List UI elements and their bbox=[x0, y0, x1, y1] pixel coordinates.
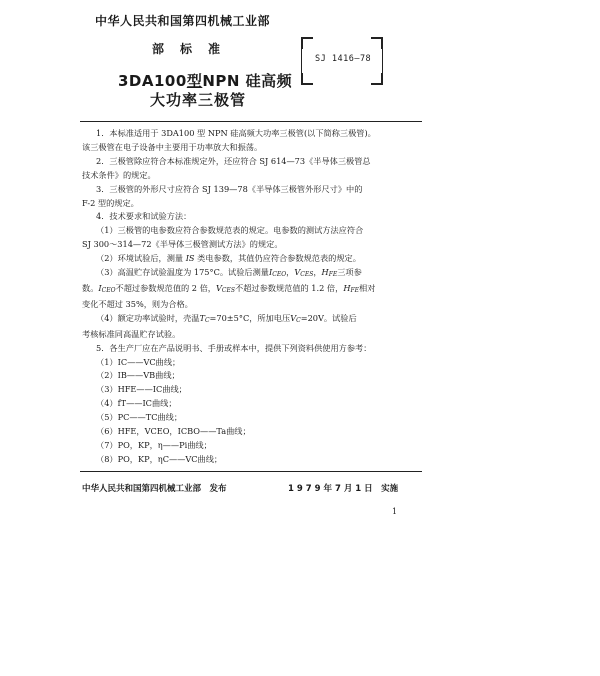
curve-item: （6）HFE，VCEO，ICBO——Ta曲线； bbox=[96, 426, 251, 437]
curve-item: （2）IB——VB曲线； bbox=[96, 370, 180, 381]
clause-4-1: （1）三极管的电参数应符合参数规范表的规定。电参数的测试方法应符合 bbox=[96, 225, 364, 236]
clause-5: 5．各生产厂应在产品说明书、手册或样本中，提供下列资料供使用方参考： bbox=[96, 342, 372, 353]
clause-1-cont: 该三极管在电子设备中主要用于功率放大和振荡。 bbox=[82, 141, 263, 152]
standard-code-box bbox=[301, 37, 383, 85]
clause-1: 1．本标准适用于 3DA100 型 NPN 硅高频大功率三极管(以下简称三极管)。 bbox=[96, 128, 376, 138]
page-number: 1 bbox=[392, 507, 398, 516]
curve-item: （7）PO，KP，η——Pi曲线； bbox=[96, 439, 212, 450]
clause-4-1-cont: SJ 300～314—72《半导体三极管测试方法》的规定。 bbox=[82, 239, 283, 250]
top-divider bbox=[80, 121, 422, 122]
clause-4-3-end: 变化不超过 35%，则为合格。 bbox=[82, 298, 193, 309]
title-rest: NPN 硅高频 bbox=[202, 72, 293, 90]
standard-code: SJ 1416—78 bbox=[315, 54, 372, 64]
footer-date: 1 9 7 9 年 7 月 1 日 实施 bbox=[288, 484, 399, 494]
title-model: 3DA100 bbox=[118, 72, 187, 90]
document-body bbox=[82, 127, 422, 467]
curve-item: （8）PO，KP，ηC——VC曲线； bbox=[96, 453, 223, 464]
clause-4-4: （4）额定功率试验时，壳温TC=70±5°C，所加电压VC=20V。试验后 bbox=[96, 312, 357, 324]
curve-item: （3）HFE——IC曲线； bbox=[96, 384, 187, 395]
curve-item: （4）fT——IC曲线； bbox=[96, 398, 177, 409]
clause-4-2: （2）环境试验后，测量 IS 类电参数，其值仍应符合参数规范表的规定。 bbox=[96, 253, 361, 264]
standard-level: 部标准 bbox=[152, 42, 237, 56]
footer-issuer: 中华人民共和国第四机械工业部 发布 bbox=[82, 484, 227, 494]
title-model-label: 型 bbox=[186, 72, 203, 90]
clause-3: 3．三极管的外形尺寸应符合 SJ 139—78《半导体三极管外形尺寸》中的 bbox=[96, 183, 363, 194]
clause-2: 2．三极管除应符合本标准规定外，还应符合 SJ 614—73《半导体三极管总 bbox=[96, 155, 371, 166]
clause-3-cont: F-2 型的规定。 bbox=[82, 197, 139, 208]
clause-2-cont: 技术条件》的规定。 bbox=[82, 169, 156, 180]
clause-4-3-cont: 数。ICEO不超过参数规范值的 2 倍，VCES不超过参数规范值的 1.2 倍，HFE相对 bbox=[82, 282, 376, 294]
is-param: IS bbox=[185, 253, 195, 264]
clause-4-4-cont: 考核标准同高温贮存试验。 bbox=[82, 328, 181, 339]
bottom-divider bbox=[80, 471, 422, 472]
ministry-name: 中华人民共和国第四机械工业部 bbox=[95, 14, 271, 28]
document-title-line1 bbox=[118, 70, 292, 91]
clause-4-3: （3）高温贮存试验温度为 175°C。试验后测量ICEO，VCES，HFE三项参 bbox=[96, 267, 362, 279]
curve-item: （1）IC——VC曲线； bbox=[96, 356, 181, 367]
curve-item: （5）PC——TC曲线； bbox=[96, 412, 183, 423]
document-title-line2: 大功率三极管 bbox=[150, 91, 247, 109]
clause-4: 4．技术要求和试验方法： bbox=[96, 211, 192, 222]
